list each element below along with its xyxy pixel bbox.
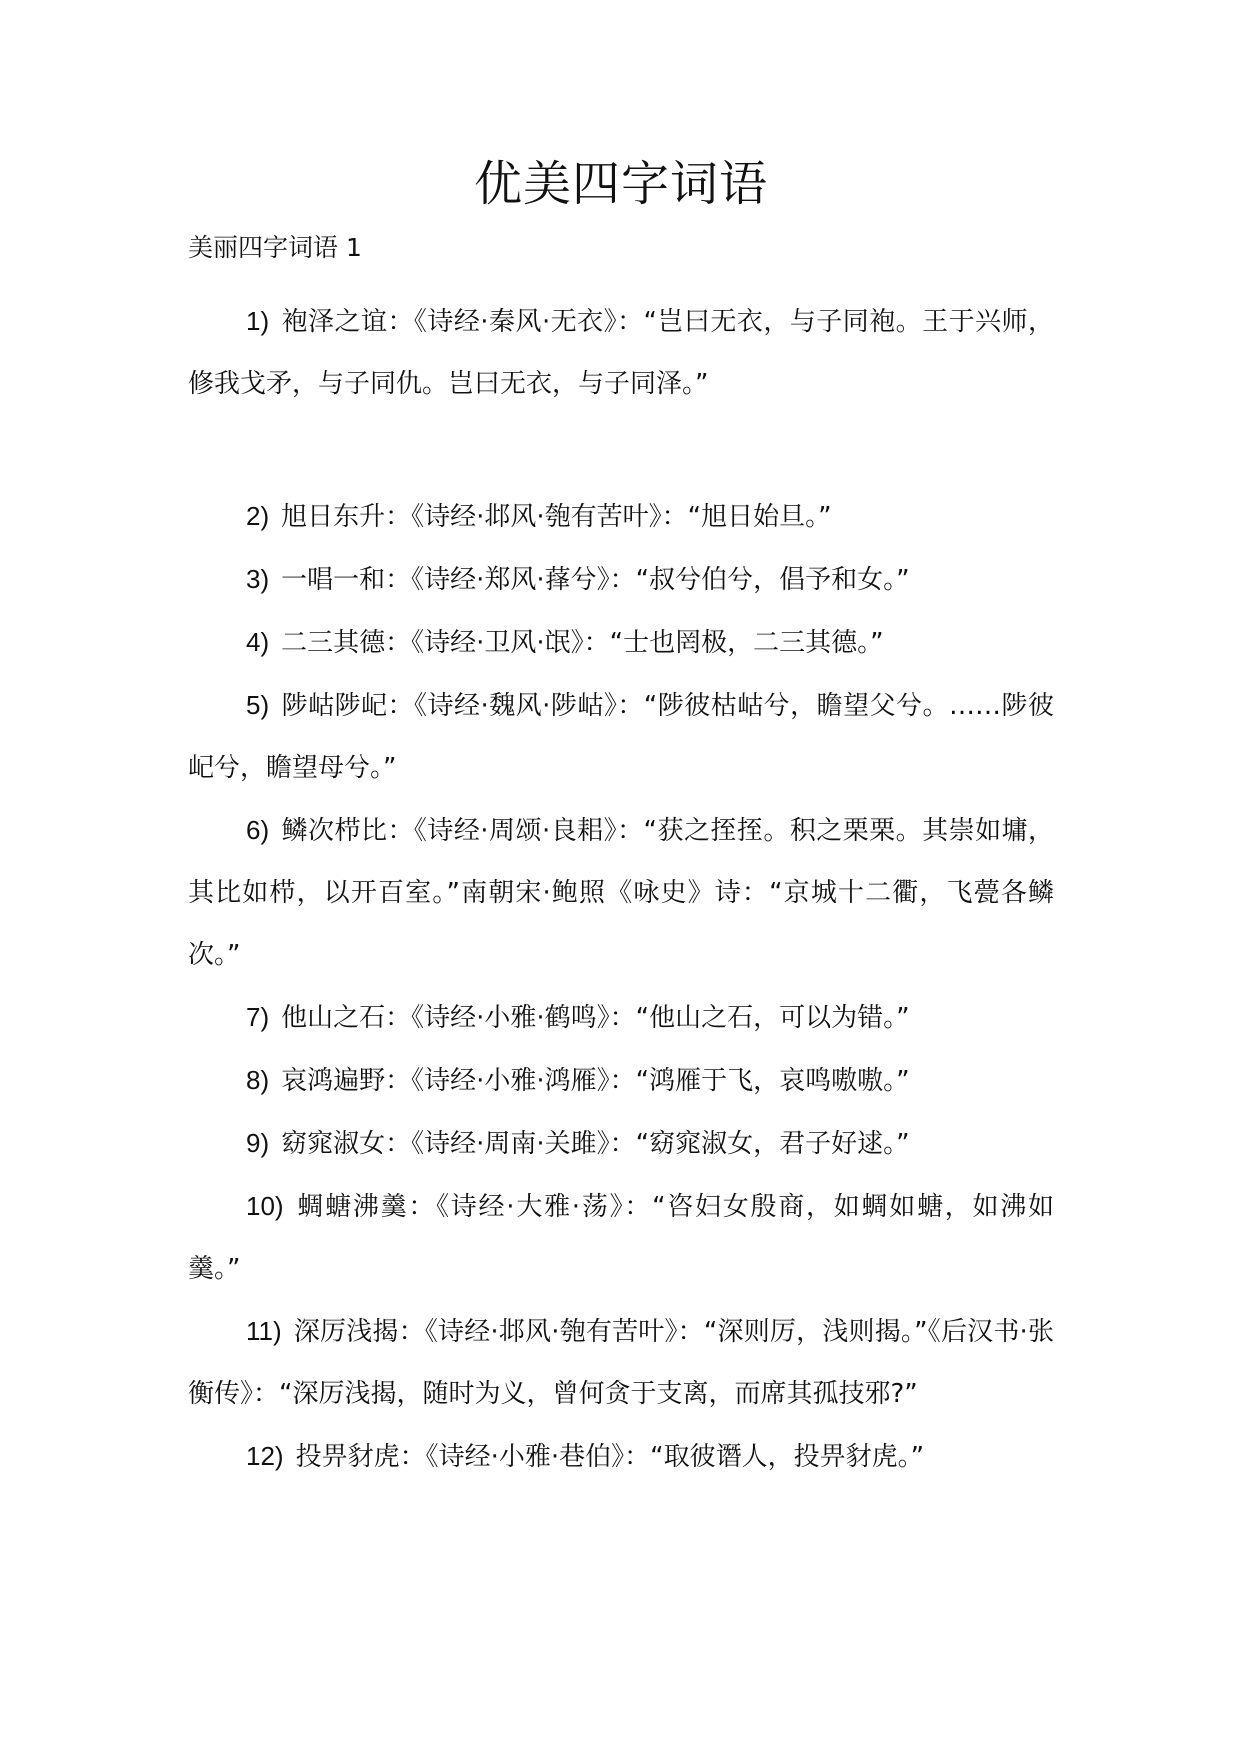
item-number: 3) [246,564,270,594]
item-text: 旭日东升：《诗经·邶风·匏有苦叶》：“旭日始旦。” [281,502,832,532]
list-item [188,290,1054,415]
item-number: 8) [246,1065,270,1095]
item-text: 投畀豺虎：《诗经·小雅·巷伯》：“取彼谮人，投畀豺虎。” [295,1442,925,1472]
item-number: 9) [246,1128,270,1158]
list-item [188,485,1054,548]
item-number: 1) [246,306,270,336]
list-item [188,611,1054,674]
item-number: 7) [246,1002,270,1032]
list-item [188,674,1054,799]
item-number: 5) [246,690,270,720]
item-text: 袍泽之谊：《诗经·秦风·无衣》：“岂曰无衣，与子同袍。王于兴师，修我戈矛，与子同仇。岂曰无衣，与子同泽。” [188,307,1054,399]
item-number: 11) [246,1316,282,1346]
item-text: 陟岵陟屺：《诗经·魏风·陟岵》：“陟彼枯岵兮，瞻望父兮。……陟彼屺兮，瞻望母兮。” [188,691,1054,783]
list-item [188,1112,1054,1175]
list-item [188,799,1054,986]
item-number: 4) [246,627,270,657]
page-title: 优美四字词语 [473,156,768,212]
item-text: 二三其德：《诗经·卫风·氓》：“士也罔极，二三其德。” [281,628,884,658]
item-text: 一唱一和：《诗经·郑风·萚兮》：“叔兮伯兮，倡予和女。” [281,565,910,595]
list-item [188,986,1054,1049]
list-item [188,548,1054,611]
item-text: 深厉浅揭：《诗经·邶风·匏有苦叶》：“深则厉，浅则揭。”《后汉书·张衡传》：“深厉浅揭，随时为义，曾何贪于支离，而席其孤技邪?” [188,1317,1054,1409]
section-subtitle: 美丽四字词语 1 [188,233,362,262]
item-number: 12) [246,1441,284,1471]
list-item [188,1175,1054,1300]
idiom-list [188,290,1054,1488]
list-item [188,1300,1054,1425]
item-text: 鳞次栉比：《诗经·周颂·良耜》：“获之挃挃。积之栗栗。其崇如墉，其比如栉，以开百室。”南朝宋·鲍照《咏史》诗：“京城十二衢，飞甍各鳞次。” [188,816,1054,970]
item-text: 蜩螗沸羹：《诗经·大雅·荡》：“咨妇女殷商，如蜩如螗，如沸如羹。” [188,1192,1054,1284]
item-text: 他山之石：《诗经·小雅·鹤鸣》：“他山之石，可以为错。” [281,1003,910,1033]
item-number: 6) [246,815,270,845]
item-text: 窈窕淑女：《诗经·周南·关雎》：“窈窕淑女，君子好逑。” [281,1129,910,1159]
item-number: 2) [246,501,270,531]
list-item [188,1049,1054,1112]
item-text: 哀鸿遍野：《诗经·小雅·鸿雁》：“鸿雁于飞，哀鸣嗷嗷。” [281,1066,910,1096]
item-number: 10) [246,1191,284,1221]
list-item [188,1425,1054,1488]
